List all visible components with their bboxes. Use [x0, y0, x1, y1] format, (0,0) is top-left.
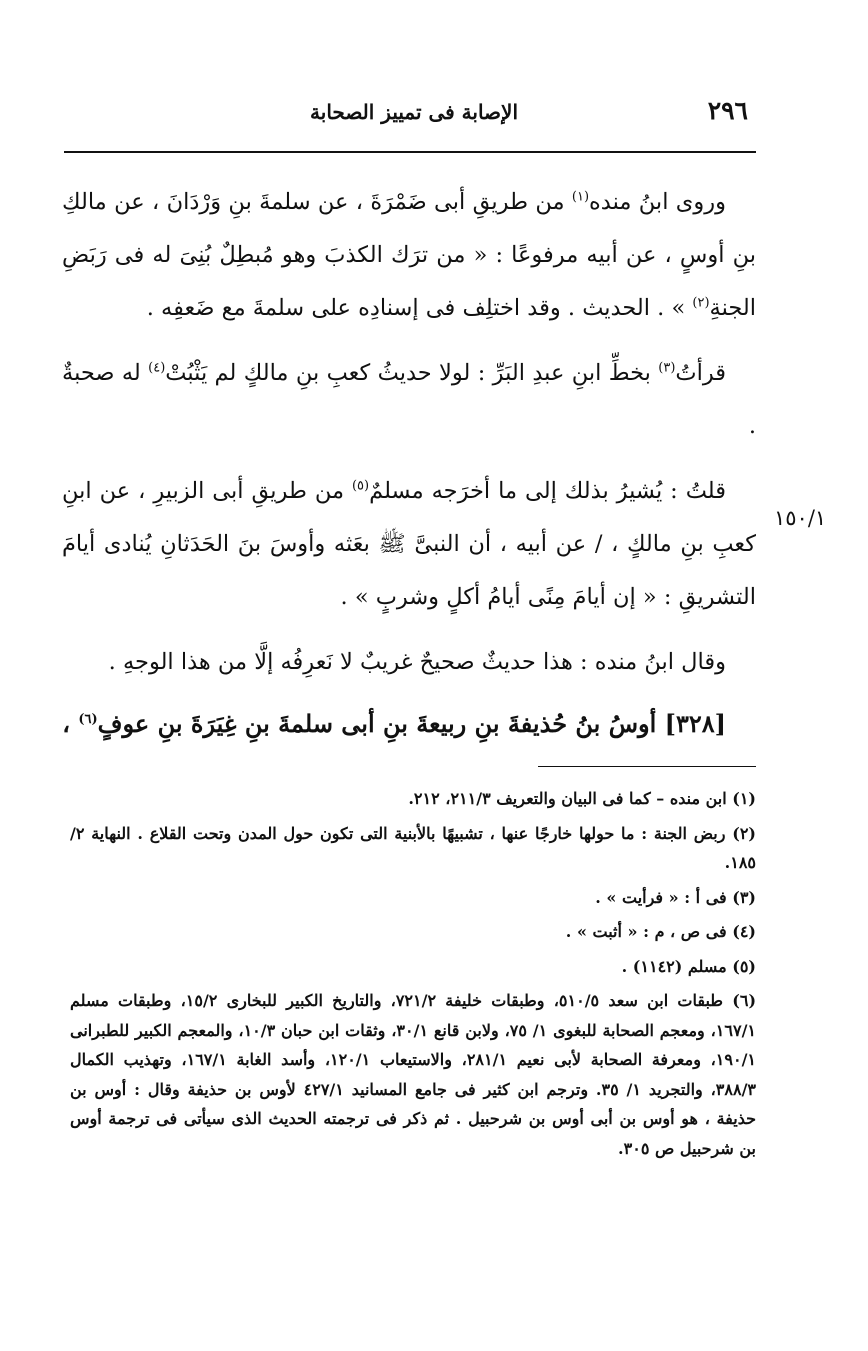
footnote-ref-1: (١)	[571, 189, 590, 205]
footnote-5: (٥) مسلم (١١٤٢) .	[621, 956, 756, 976]
footnote-ref-2: (٢)	[692, 295, 710, 311]
footnotes	[70, 784, 756, 1168]
header-rule	[64, 151, 756, 153]
paragraph-4: وقال ابنُ منده : هذا حديثٌ صحيحٌ غريبٌ لا نَعرِفُه إلَّا من هذا الوجهِ .	[108, 649, 726, 675]
footnote-1: (١) ابن منده – كما فى البيان والتعريف ٢١١/٣، ٢١٢.	[408, 789, 756, 808]
paragraph-3: قلتُ : يُشيرُ بذلك إلى ما أخرَجه مسلمٌ$^{(٥)}$ من طريقِ أبى الزبيرِ ، عن ابنِ كعبِ بنِ مالكٍ ، / عن أبيه ، أن النبىَّ ﷺ بعَثه وأوسَ بنَ الحَدَثانِ يُنادى أيامَ التشريقِ : « إن أيامَ مِنًى أيامُ أكلٍ وشربٍ » .	[62, 478, 756, 610]
marginal-reference: ١٥٠/١	[774, 506, 827, 530]
running-title: الإصابة فى تمييز الصحابة	[310, 100, 518, 124]
footnote-6: (٦) طبقات ابن سعد ٥١٠/٥، وطبقات خليفة ٧٢١/٢، والتاريخ الكبير للبخارى ١٥/٢، وطبقات مسلم ١٦٧/١، ومعجم الصحابة للبغوى ١/ ٧٥، ولابن قانع ٣٠/١، وثقات ابن حبان ١٠/٣، والمعجم الكبير للطبرانى ١٩٠/١، ومعرفة الصحابة لأبى نعيم ٢٨١/١، والاستيعاب ١٢٠/١، وأسد الغابة ١٦٧/١، وتهذيب الكمال ٣٨٨/٣، والتجريد ١/ ٣٥. وترجم ابن كثير فى جامع المسانيد ٤٢٧/١ لأوس بن حذيفة وقال : أوس بن حذيفة ، هو أوس بن أبى أوس بن شرحبيل . ثم ذكر فى ترجمته الحديث الذى سيأتى فى ترجمة أوس بن شرحبيل ص ٣٠٥.	[70, 991, 757, 1158]
page-number: ٢٩٦	[707, 96, 748, 125]
paragraph-1: وروى ابنُ منده$^{(١)}$ من طريقِ أبى ضَمْرَةَ ، عن سلمةَ بنِ وَرْدَانَ ، عن مالكِ بنِ أوسٍ ، عن أبيه مرفوعًا : « من ترَك الكذبَ وهو مُبطِلٌ بُنِىَ له فى رَبَضِ الجنةِ$^{(٢)}$ » . الحديث . وقد اختلِف فى إسنادِه على سلمةَ مع ضَعفِه .	[62, 189, 756, 321]
footnote-4: (٤) فى ص ، م : « أثبت » .	[565, 922, 756, 941]
footnote-rule	[538, 766, 756, 767]
footnote-ref-5: (٥)	[351, 478, 370, 494]
entry-name: أوسُ بنُ حُذيفةَ بنِ ربيعةَ بنِ أبى سلمةَ بنِ غِيَرَةَ بنِ عوفٍ	[97, 709, 665, 738]
footnote-3: (٣) فى أ : « فرأيت » .	[595, 887, 756, 907]
entry-heading: [٣٢٨] أوسُ بنُ حُذيفةَ بنِ ربيعةَ بنِ أبى سلمةَ بنِ غِيَرَةَ بنِ عوفٍ$^{(٦)}$ ،	[62, 709, 726, 738]
page-header	[64, 96, 756, 136]
footnote-2: (٢) ربض الجنة : ما حولها خارجًا عنها ، تشبيهًا بالأبنية التى تكون حول المدن وتحت القلاع . النهاية ٢/ ١٨٥.	[70, 823, 756, 872]
main-text	[62, 176, 756, 750]
footnote-ref-3: (٣)	[658, 360, 676, 376]
paragraph-2: قرأتُ$^{(٣)}$ بخطِّ ابنِ عبدِ البَرِّ : لولا حديثُ كعبِ بنِ مالكٍ لم يَثْبُتْ$^{(٤)}$ له صحبةٌ .	[62, 360, 756, 439]
entry-number: [٣٢٨]	[664, 709, 726, 738]
footnote-ref-6: (٦)	[78, 712, 98, 727]
footnote-ref-4: (٤)	[148, 360, 166, 376]
